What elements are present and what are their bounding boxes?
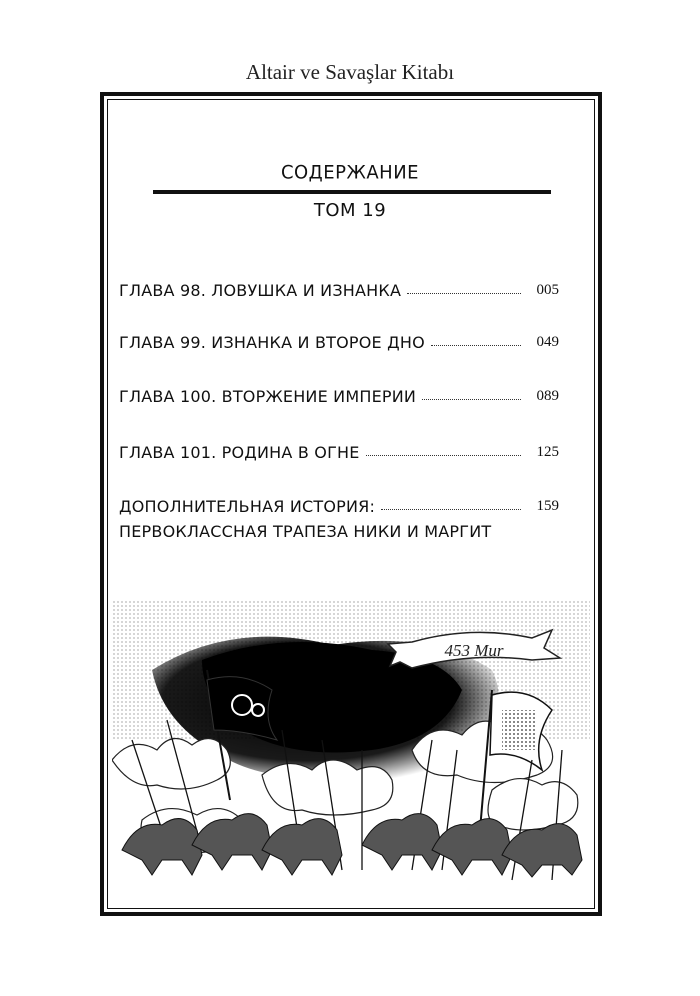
toc-entry-title: ГЛАВА 100. ВТОРЖЕНИЕ ИМПЕРИИ (119, 386, 417, 406)
toc-entry-title: ДОПОЛНИТЕЛЬНАЯ ИСТОРИЯ: (119, 496, 376, 516)
dot-leader (407, 293, 521, 294)
toc-entry-page: 005 (536, 281, 559, 298)
toc-entry-page: 049 (536, 333, 559, 350)
toc-entry-3[interactable] (119, 384, 559, 408)
toc-entry-title: ГЛАВА 98. ЛОВУШКА И ИЗНАНКА (119, 280, 402, 300)
toc-entry-title: ГЛАВА 99. ИЗНАНКА И ВТОРОЕ ДНО (119, 332, 425, 352)
toc-heading: СОДЕРЖАНИЕ (280, 161, 420, 184)
toc-entry-page: 125 (536, 443, 559, 460)
toc-entry-page: 159 (536, 497, 559, 514)
banner-text: 453 Mur (444, 641, 504, 660)
dot-leader (422, 399, 521, 400)
book-title: Altair ve Savaşlar Kitabı (245, 60, 455, 84)
toc-entry-5[interactable] (119, 494, 559, 518)
dot-leader (381, 509, 521, 510)
toc-entry-4[interactable] (119, 440, 559, 464)
dot-leader (366, 455, 521, 456)
toc-entry-title: ГЛАВА 101. РОДИНА В ОГНЕ (119, 442, 360, 462)
battle-scene-illustration (112, 600, 590, 900)
dot-leader (431, 345, 521, 346)
toc-entry-5-subtitle: ПЕРВОКЛАССНАЯ ТРАПЕЗА НИКИ И МАРГИТ (119, 522, 492, 541)
toc-entry-page: 089 (536, 387, 559, 404)
toc-volume: ТОМ 19 (313, 200, 387, 221)
toc-divider (153, 190, 551, 194)
toc-entry-2[interactable] (119, 330, 559, 354)
toc-entry-1[interactable] (119, 278, 559, 302)
